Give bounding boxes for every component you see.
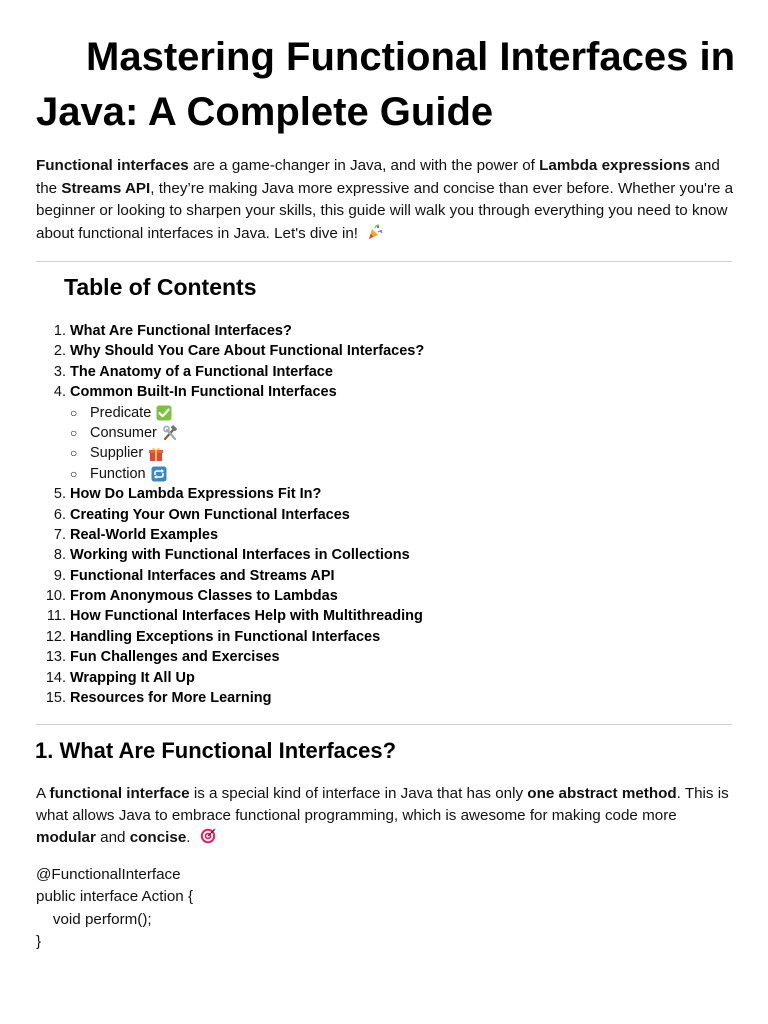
toc-link-challenges[interactable]: Fun Challenges and Exercises (70, 649, 280, 666)
toc-link-resources[interactable]: Resources for More Learning (70, 690, 272, 707)
toc-subitem (40, 403, 720, 423)
toc-link-creating-own[interactable]: Creating Your Own Functional Interfaces (70, 506, 350, 523)
circle-bullet-icon: ○ (70, 425, 78, 440)
toc-link-lambda[interactable]: How Do Lambda Expressions Fit In? (70, 486, 322, 503)
para-bold-functional-interface: functional interface (49, 785, 190, 802)
divider (36, 724, 732, 725)
toc-item-number: 13. (45, 649, 66, 666)
toc-item-number: 7. (53, 526, 66, 543)
section-paragraph (36, 783, 736, 850)
para-bold-one-abstract-method: one abstract method (527, 785, 677, 802)
toc-item (40, 586, 720, 606)
toc-item-number: 5. (53, 486, 66, 503)
toc-link-real-world[interactable]: Real-World Examples (70, 526, 219, 543)
toc-heading: Table of Contents (64, 274, 257, 300)
toc-item-number: 14. (45, 669, 66, 686)
page-title: Mastering Functional Interfaces in Java: A Complete Guide (36, 35, 736, 134)
toc-item (40, 382, 720, 402)
toc-item (40, 647, 720, 667)
toc-sublink-supplier[interactable]: Supplier (90, 445, 144, 462)
party-popper-icon (367, 224, 383, 240)
check-mark-icon (156, 405, 172, 421)
circle-bullet-icon: ○ (70, 405, 78, 420)
code-block (36, 864, 536, 954)
toc-item (40, 668, 720, 688)
toc-link-exceptions[interactable]: Handling Exceptions in Functional Interfaces (70, 628, 381, 645)
target-icon (200, 828, 216, 844)
divider (36, 261, 732, 262)
intro-bold-streams: Streams API (61, 179, 151, 197)
toc-sublink-function[interactable]: Function (90, 465, 146, 482)
toc-link-anonymous-classes[interactable]: From Anonymous Classes to Lambdas (70, 588, 338, 605)
circle-bullet-icon: ○ (70, 466, 78, 481)
toc-link-multithreading[interactable]: How Functional Interfaces Help with Multithreading (70, 608, 423, 625)
toc-item (40, 505, 720, 525)
toc-link-why-care[interactable]: Why Should You Care About Functional Interfaces? (70, 343, 425, 360)
toc-sublink-consumer[interactable]: Consumer (90, 424, 157, 441)
hammer-wrench-icon (162, 425, 178, 441)
toc-item (40, 362, 720, 382)
toc-item (40, 627, 720, 647)
toc-link-streams[interactable]: Functional Interfaces and Streams API (70, 567, 335, 584)
circle-bullet-icon: ○ (70, 446, 78, 461)
intro-bold-lambda: Lambda expressions (539, 157, 691, 174)
toc-item-number: 12. (45, 628, 66, 645)
toc-subitem (40, 443, 720, 463)
table-of-contents (40, 321, 720, 708)
intro-text-2: and the (36, 157, 720, 197)
section-heading: 1. What Are Functional Interfaces? (35, 738, 397, 763)
toc-link-wrapping-up[interactable]: Wrapping It All Up (70, 669, 195, 686)
toc-item-number: 1. (53, 323, 66, 339)
toc-item-number: 9. (53, 567, 66, 584)
para-bold-modular: modular (36, 829, 96, 847)
code-line: void perform(); (36, 910, 152, 928)
intro-text-1: are a game-changer in Java, and with the power of (188, 157, 540, 174)
toc-item (40, 525, 720, 545)
intro-bold-functional-interfaces: Functional interfaces (36, 157, 189, 174)
para-text: and (95, 829, 130, 847)
intro-paragraph (36, 155, 736, 245)
toc-sublink-predicate[interactable]: Predicate (90, 404, 152, 421)
toc-item (40, 341, 720, 361)
toc-item (40, 566, 720, 586)
toc-link-what-are-functional-interfaces[interactable]: What Are Functional Interfaces? (70, 323, 292, 339)
toc-item (40, 484, 720, 504)
toc-item-number: 4. (53, 384, 66, 401)
toc-link-built-in[interactable]: Common Built-In Functional Interfaces (70, 384, 337, 401)
toc-item-number: 10. (45, 588, 66, 605)
code-line: @FunctionalInterface (36, 866, 181, 883)
intro-text-3: , they’re making Java more expressive and concise than ever before. Whether you're a beginner or looking to sharpen your skills, this guide will walk you through everything you need to know about functional interfaces in Java. Let's dive in! (36, 179, 734, 242)
toc-item-number: 6. (53, 506, 66, 523)
toc-item-number: 11. (46, 608, 66, 625)
toc-link-anatomy[interactable]: The Anatomy of a Functional Interface (70, 363, 333, 380)
toc-link-collections[interactable]: Working with Functional Interfaces in Collections (70, 547, 410, 564)
toc-item-number: 15. (45, 690, 66, 707)
toc-item (40, 606, 720, 626)
repeat-arrows-icon (151, 466, 167, 482)
toc-item-number: 8. (53, 547, 66, 564)
toc-item (40, 321, 720, 341)
para-text: . This is what allows Java to embrace functional programming, which is awesome for making code more (36, 785, 729, 825)
toc-item (40, 545, 720, 565)
toc-item-number: 2. (53, 343, 66, 360)
para-text: A (36, 785, 50, 802)
toc-item (40, 688, 720, 708)
toc-item-number: 3. (53, 363, 66, 380)
toc-subitem (40, 464, 720, 484)
code-line: public interface Action { (36, 888, 194, 906)
para-text: . (186, 829, 195, 847)
para-bold-concise: concise (129, 829, 187, 847)
toc-subitem (40, 423, 720, 443)
gift-icon (148, 446, 164, 462)
code-line: } (36, 933, 42, 951)
para-text: is a special kind of interface in Java that has only (189, 785, 528, 802)
